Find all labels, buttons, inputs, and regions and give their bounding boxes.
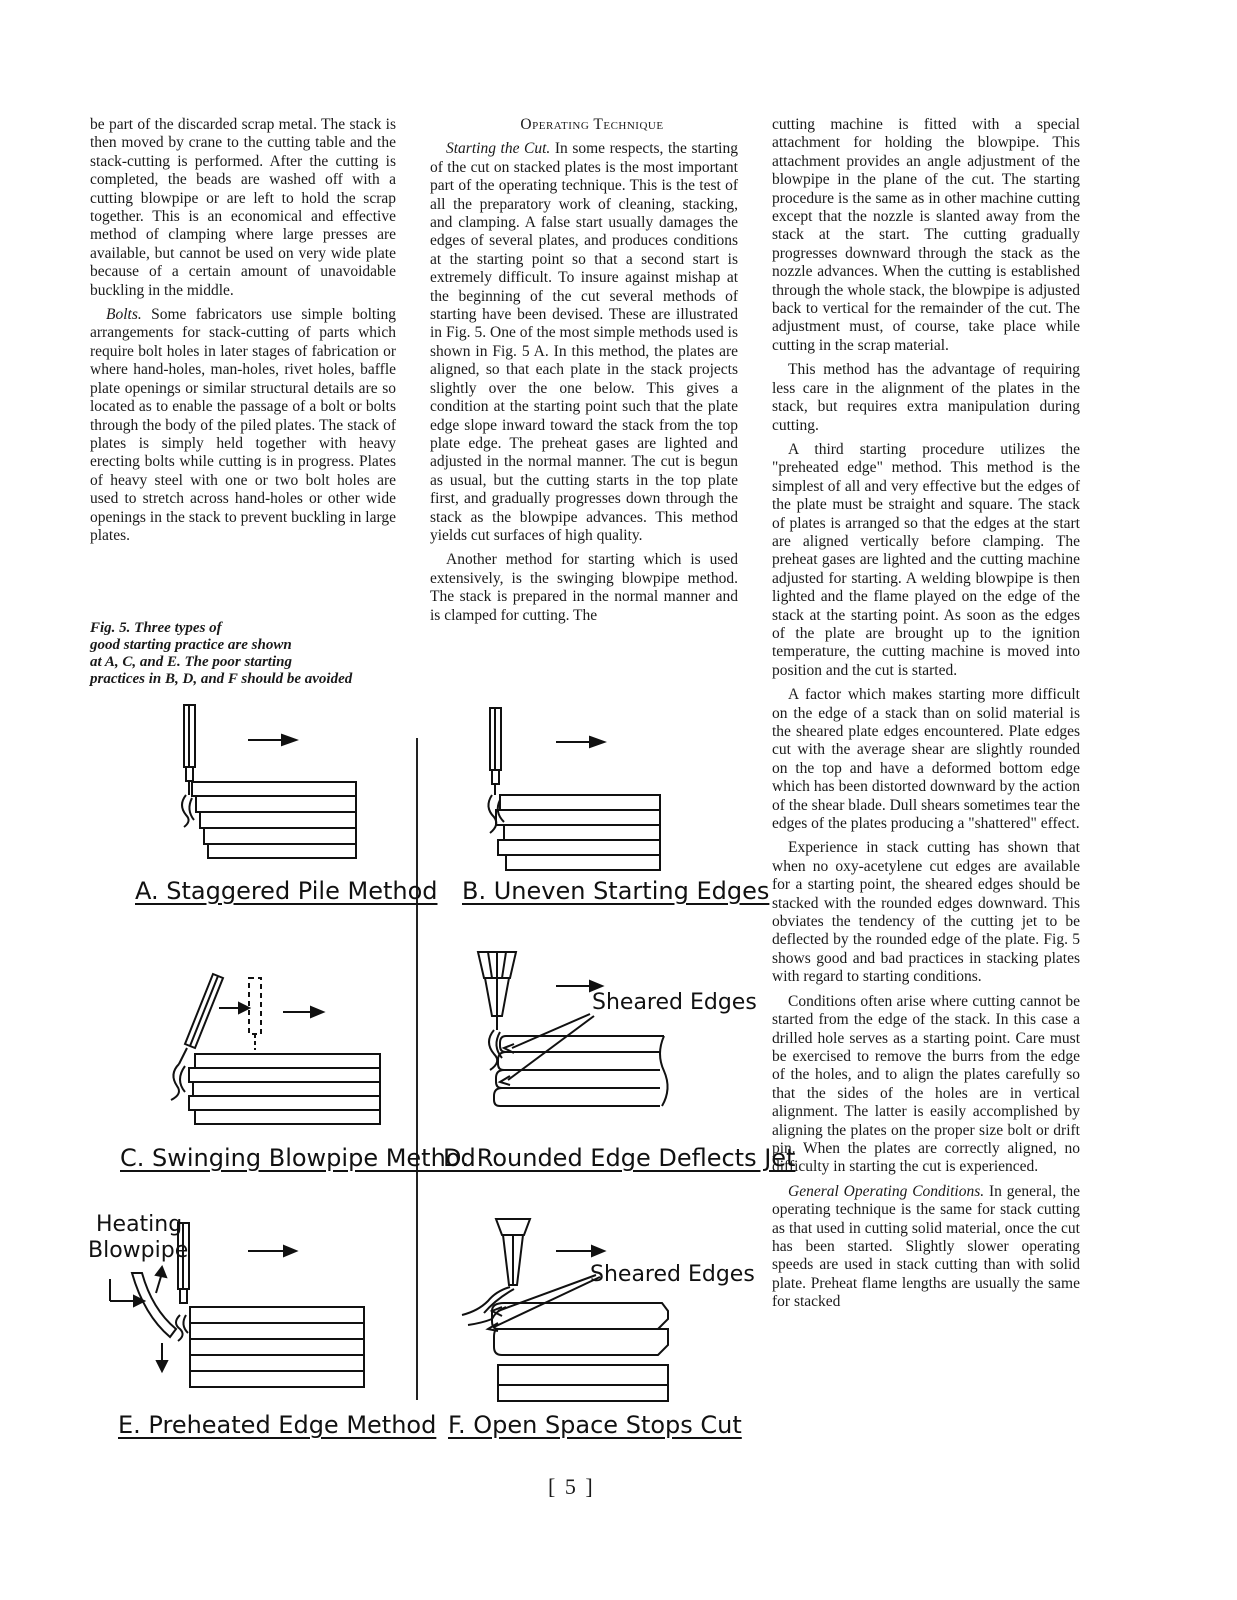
paragraph: This method has the advantage of requiring less care in the alignment of the plates in the stack, but requires extra manipulation during cutting. [772,361,1080,434]
plate [190,1355,364,1371]
plate [496,810,660,825]
plate [208,844,356,858]
plate [190,1323,364,1339]
diagram-a-staggered-pile [170,700,370,870]
plate [498,840,660,855]
column-2 [430,116,738,631]
plate [190,1371,364,1387]
annotation-heating-blowpipe [88,1212,188,1264]
blowpipe-nozzle [492,770,499,784]
annotation-line: Blowpipe [88,1238,189,1263]
paragraph: Another method for starting which is used extensively, is the swinging blowpipe method. The stack is prepared in the normal manner and is clamped for cutting. The [430,551,738,624]
column-1 [90,116,396,551]
blowpipe-nozzle [186,767,193,781]
plate-rounded-edge [494,1088,660,1106]
flame-icon [176,1315,188,1341]
run-in-heading: Starting the Cut. [446,140,551,158]
arrow-right-icon [239,1003,249,1013]
caption-line: practices in B, D, and F should be avoided [90,671,353,687]
blowpipe-nozzle [180,1289,187,1303]
plate-rounded-edge [500,1036,664,1052]
arrow-down-icon [157,1361,167,1371]
diagram-d-rounded-edge [470,948,680,1128]
arrow-right-icon [134,1296,144,1306]
arrow-right-icon [590,737,604,747]
plate [195,1054,380,1068]
paragraph: A factor which makes starting more difficult on the edge of a stack than on solid material is the sheared plate edges encountered. Plate edges cut with the average shear are slightly rounded on the top and have a deformed bottom edge which has been distorted downward by the action of the shear blade. Dull shears sometimes tear the edges of the plates producing a "shattered" effect. [772,686,1080,833]
plate [189,1096,380,1110]
page-number: [ 5 ] [548,1474,595,1499]
diagram-b-uneven-edges [478,700,678,870]
figure-divider-line [416,738,418,1400]
paragraph: Conditions often arise where cutting cannot be started from the edge of the stack. In this case a drilled hole serves as a starting point. Care must be exercised to remove the burrs from the edge of the holes, and to align the plates carefully so that the sides of the holes are in vertical alignment. The latter is easily accomplished by aligning the plates on the proper size bolt or drift pin. When the plates are correctly aligned, no difficulty in starting the cut is experienced. [772,992,1080,1176]
arrow-right-icon [592,1246,604,1256]
figure-label-a: A. Staggered Pile Method [135,877,438,905]
plate [506,855,660,870]
plate-rounded-edge [498,1052,660,1070]
figure-label-e: E. Preheated Edge Method [118,1411,437,1439]
arrow-right-icon [311,1007,323,1017]
paragraph-bolts [90,306,396,545]
caption-line: at A, C, and E. The poor starting [90,654,292,670]
plate [204,828,356,844]
paragraph-text: In general, the operating technique is the same for stack cutting as that used in cutting solid material, once the cut has been started. Slightly slower operating speeds are used in stack cutting than with solid plate. Preheat flame lengths are usually the same for stacked [772,1182,1080,1311]
paragraph: A third starting procedure utilizes the "preheated edge" method. This method is the simplest of all and very effective but the edges of the plate must be straight and square. The stack of plates is arranged so that the edges at the start are aligned vertically before clamping. The preheat gases are lighted and the cutting machine adjusted for starting. A welding blowpipe is then lighted and the flame played on the edge of the stack at the starting point. As soon as the edges of the plate are brought up to the ignition temperature, the cutting machine is moved into position and the cut is started. [772,440,1080,679]
paragraph-general-operating [772,1183,1080,1312]
run-in-heading: Bolts. [106,306,142,324]
plate-rounded-edge [496,1070,660,1088]
plate [190,1339,364,1355]
plate-sheared [494,1329,668,1355]
plate [504,825,660,840]
flame-icon [462,1287,514,1325]
figure-label-f: F. Open Space Stops Cut [448,1411,742,1439]
figure-label-d: D. Rounded Edge Deflects Jet [443,1144,796,1172]
run-in-heading: General Operating Conditions. [788,1182,985,1200]
paragraph-text: In some respects, the starting of the cut on stacked plates is the most important part of the operating technique. This is the test of all the preparatory work of cleaning, stacking, and clamping. A false start usually damages the edges of several plates, and produces conditions at the starting point so that a second start is extremely difficult. To insure against mishap at the beginning of the cut several methods of starting have been devised. These are illustrated in Fig. 5. One of the most simple methods used is shown in Fig. 5 A. In this method, the plates are aligned, so that each plate in the stack projects slightly over the one below. This gives a condition at the starting point such that the plate edge slope inward toward the stack from the top plate edge. The preheat gases are lighted and adjusted in the normal manner. The cut is begun as usual, but the cutting starts in the top plate first, and gradually progresses down through the stack as the blowpipe advances. This method yields cut surfaces of high quality. [430,140,738,544]
arrow-right-icon [282,735,296,745]
plate [190,1307,364,1323]
heating-blowpipe-icon [132,1273,176,1337]
flame-icon [182,795,194,827]
arrow-up-icon [156,1267,166,1277]
figure-caption [90,620,400,688]
caption-line: good starting practice are shown [90,637,292,653]
blowpipe-vertical-position [249,978,261,1034]
column-3 [772,116,1080,1318]
plate [189,1068,380,1082]
plate [200,812,356,828]
figure-label-c: C. Swinging Blowpipe Method [120,1144,476,1172]
plate [498,1365,668,1385]
figure-label-b: B. Uneven Starting Edges [462,877,770,905]
paragraph: Experience in stack cutting has shown that when no oxy-acetylene cut edges are available for a starting point, the sheared edges should be stacked with the rounded edges downward. This obviates the tendency of the cutting jet to be deflected by the rounded edge of the plate. Fig. 5 shows good and bad practices in stacking plates with regard to starting conditions. [772,839,1080,986]
plate [195,1110,380,1124]
annotation-line: Heating [96,1212,183,1237]
section-heading: Operating Technique [520,116,664,133]
annotation-sheared-edges-f: Sheared Edges [590,1262,755,1287]
plate [193,1082,380,1096]
arrow-right-icon [284,1246,296,1256]
plate [498,1385,668,1401]
paragraph: be part of the discarded scrap metal. The stack is then moved by crane to the cutting table and the stack-cutting is performed. After the cutting is completed, the beads are washed off with a cutting blowpipe or are left to hold the scrap together. This is an economical and effective method of clamping where large presses are available, but cannot be used on very wide plate because of a certain amount of unavoidable buckling in the middle. [90,116,396,299]
blowpipe-head [496,1219,530,1235]
plate [196,796,356,812]
plate [192,782,356,796]
paragraph: cutting machine is fitted with a special attachment for holding the blowpipe. This attachment provides an angle adjustment of the blowpipe in the plane of the cut. The starting procedure is the same as in other machine cutting except that the nozzle is slanted away from the stack at the start. The cutting gradually progresses downward through the stack as the nozzle advances. When the cutting is established through the whole stack, the blowpipe is adjusted back to vertical for the remainder of the cut. The adjustment must, of course, take place while cutting in the scrap material. [772,116,1080,354]
annotation-sheared-edges-d: Sheared Edges [592,990,757,1015]
paragraph-starting-the-cut [430,140,738,545]
diagram-c-swinging-blowpipe [165,972,385,1132]
diagram-f-open-space [458,1215,678,1405]
plate [500,795,660,810]
caption-line: Fig. 5. Three types of [90,620,222,636]
paragraph-text: Some fabricators use simple bolting arrangements for stack-cutting of parts which require bolt holes in later stages of fabrication or where hand-holes, man-holes, rivet holes, baffle plate openings or similar structural details are so located as to enable the passage of a bolt or bolts through the body of the piled plates. The stack of plates is simply held together with heavy erecting bolts while cutting is in progress. Plates of heavy steel with one or two bolt holes are used to stretch across hand-holes or other wide openings in the stack to prevent buckling in large plates. [90,306,396,544]
flame-icon [171,1064,185,1100]
